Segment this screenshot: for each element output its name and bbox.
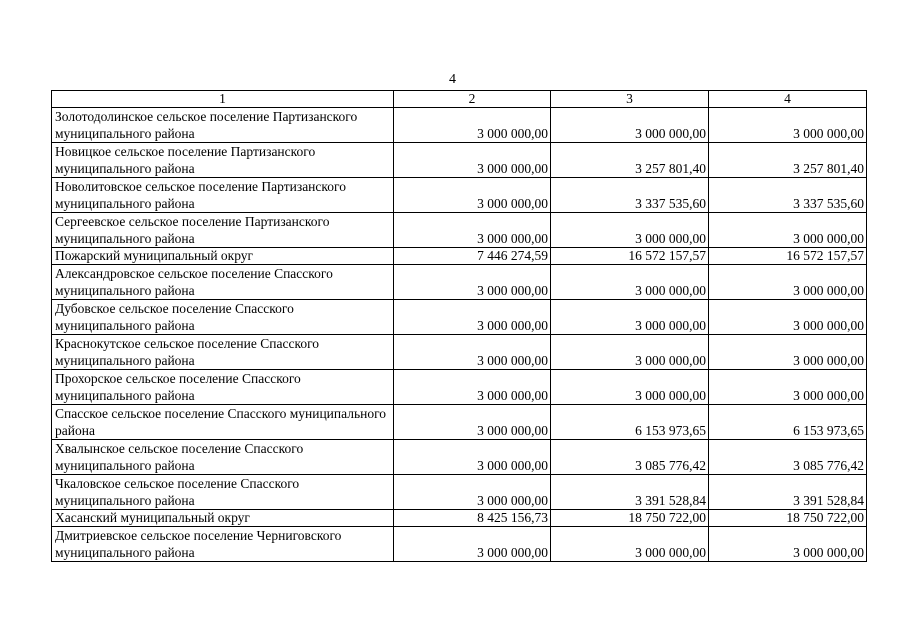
amount-col-4: 3 000 000,00 (709, 213, 867, 248)
amount-col-2: 3 000 000,00 (394, 335, 551, 370)
amount-col-4: 3 000 000,00 (709, 335, 867, 370)
municipality-name: Дубовское сельское поселение Спасского муниципального района (52, 300, 394, 335)
amount-col-2: 3 000 000,00 (394, 265, 551, 300)
page-number: 4 (449, 72, 456, 87)
column-header-2: 2 (394, 91, 551, 108)
municipality-name: Чкаловское сельское поселение Спасского муниципального района (52, 475, 394, 510)
amount-col-2: 3 000 000,00 (394, 108, 551, 143)
amount-col-3: 3 000 000,00 (551, 335, 709, 370)
municipality-name: Новолитовское сельское поселение Партизанского муниципального района (52, 178, 394, 213)
amount-col-2: 3 000 000,00 (394, 300, 551, 335)
amount-col-3: 3 000 000,00 (551, 300, 709, 335)
amount-col-4: 3 337 535,60 (709, 178, 867, 213)
amount-col-2: 3 000 000,00 (394, 178, 551, 213)
table-row (52, 248, 867, 265)
table-row (52, 335, 867, 370)
budget-table (51, 90, 867, 562)
amount-col-4: 6 153 973,65 (709, 405, 867, 440)
amount-col-3: 3 337 535,60 (551, 178, 709, 213)
table-row (52, 108, 867, 143)
amount-col-3: 3 391 528,84 (551, 475, 709, 510)
table-row (52, 475, 867, 510)
amount-col-2: 7 446 274,59 (394, 248, 551, 265)
table-row (52, 178, 867, 213)
amount-col-3: 6 153 973,65 (551, 405, 709, 440)
amount-col-4: 3 000 000,00 (709, 527, 867, 562)
amount-col-2: 3 000 000,00 (394, 370, 551, 405)
amount-col-2: 3 000 000,00 (394, 213, 551, 248)
municipality-name: Хвалынское сельское поселение Спасского муниципального района (52, 440, 394, 475)
municipality-name: Сергеевское сельское поселение Партизанского муниципального района (52, 213, 394, 248)
municipality-name: Спасское сельское поселение Спасского муниципального района (52, 405, 394, 440)
table-header-row (52, 91, 867, 108)
amount-col-4: 3 085 776,42 (709, 440, 867, 475)
table-row (52, 440, 867, 475)
amount-col-2: 3 000 000,00 (394, 440, 551, 475)
amount-col-3: 3 257 801,40 (551, 143, 709, 178)
amount-col-3: 16 572 157,57 (551, 248, 709, 265)
table-row (52, 510, 867, 527)
amount-col-3: 3 000 000,00 (551, 213, 709, 248)
amount-col-2: 8 425 156,73 (394, 510, 551, 527)
municipality-name: Новицкое сельское поселение Партизанского муниципального района (52, 143, 394, 178)
amount-col-2: 3 000 000,00 (394, 405, 551, 440)
municipality-name: Александровское сельское поселение Спасского муниципального района (52, 265, 394, 300)
table-row (52, 370, 867, 405)
amount-col-4: 3 000 000,00 (709, 370, 867, 405)
amount-col-4: 3 000 000,00 (709, 108, 867, 143)
column-header-4: 4 (709, 91, 867, 108)
table-row (52, 527, 867, 562)
municipality-name: Пожарский муниципальный округ (52, 248, 394, 265)
municipality-name: Краснокутское сельское поселение Спасского муниципального района (52, 335, 394, 370)
table-row (52, 300, 867, 335)
amount-col-4: 3 391 528,84 (709, 475, 867, 510)
amount-col-3: 3 000 000,00 (551, 265, 709, 300)
municipality-name: Хасанский муниципальный округ (52, 510, 394, 527)
municipality-name: Прохорское сельское поселение Спасского муниципального района (52, 370, 394, 405)
amount-col-3: 3 000 000,00 (551, 108, 709, 143)
amount-col-3: 3 000 000,00 (551, 527, 709, 562)
amount-col-3: 3 085 776,42 (551, 440, 709, 475)
municipality-name: Золотодолинское сельское поселение Партизанского муниципального района (52, 108, 394, 143)
table-row (52, 143, 867, 178)
amount-col-4: 18 750 722,00 (709, 510, 867, 527)
amount-col-4: 16 572 157,57 (709, 248, 867, 265)
amount-col-4: 3 000 000,00 (709, 300, 867, 335)
table-row (52, 405, 867, 440)
amount-col-4: 3 257 801,40 (709, 143, 867, 178)
amount-col-2: 3 000 000,00 (394, 143, 551, 178)
amount-col-3: 3 000 000,00 (551, 370, 709, 405)
column-header-1: 1 (52, 91, 394, 108)
amount-col-3: 18 750 722,00 (551, 510, 709, 527)
municipality-name: Дмитриевское сельское поселение Черниговского муниципального района (52, 527, 394, 562)
table-row (52, 213, 867, 248)
amount-col-4: 3 000 000,00 (709, 265, 867, 300)
column-header-3: 3 (551, 91, 709, 108)
amount-col-2: 3 000 000,00 (394, 475, 551, 510)
amount-col-2: 3 000 000,00 (394, 527, 551, 562)
table-row (52, 265, 867, 300)
